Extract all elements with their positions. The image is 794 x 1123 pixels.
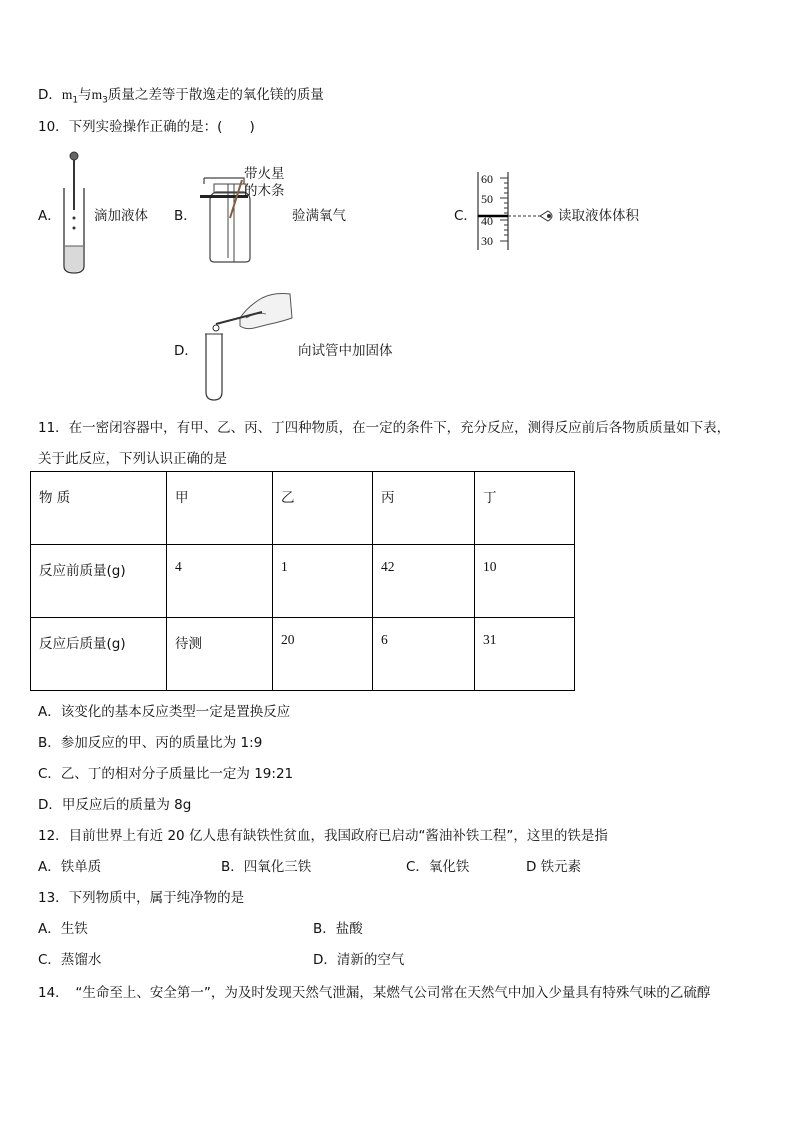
table-cell: 待测 [167,618,273,691]
q12-stem: 12．目前世界上有近 20 亿人患有缺铁性贫血，我国政府已启动“酱油补铁工程”，这里的铁是指 [38,828,608,844]
mass-m3: m [91,87,103,102]
hand-tweezers-test-tube-figure [200,288,296,402]
dropper-and-test-tube-figure [58,148,88,274]
table-header-cell: 乙 [273,472,373,545]
test-tube [206,334,222,400]
option-letter: D． [38,87,62,103]
q14-stem: 14． “生命至上、安全第一”，为及时发现天然气泄漏，某燃气公司常在天然气中加入少量具有特殊气味的乙硫醇 [38,985,711,1001]
q10-stem: 10．下列实验操作正确的是：( ) [38,119,255,135]
option-text: 质量之差等于散逸走的氧化镁的质量 [107,87,324,103]
table-header-cell: 物 质 [31,472,167,545]
q13-stem: 13．下列物质中，属于纯净物的是 [38,890,245,906]
q10-option-b-caption-1: 带火星 [244,166,285,182]
q10-option-d-label: 向试管中加固体 [298,343,393,359]
table-cell: 10 [475,545,575,618]
q13-option-d: D．清新的空气 [313,952,405,968]
dropper-bulb [70,152,78,160]
table-cell: 42 [373,545,475,618]
table-cell: 31 [475,618,575,691]
q9-option-d [38,83,324,106]
connector-text: 与 [78,87,92,103]
cylinder-tick-30: 30 [481,234,493,248]
table-cell: 1 [273,545,373,618]
hand-shape [240,294,292,329]
table-cell: 6 [373,618,475,691]
q10-option-d-letter: D． [174,343,198,359]
subscript-3: 3 [102,95,108,106]
q11-option-c: C．乙、丁的相对分子质量比一定为 19:21 [38,766,294,782]
q10-option-c-label: 读取液体体积 [558,208,639,224]
q13-option-a: A．生铁 [38,921,88,937]
q10-option-c-letter: C． [454,208,477,224]
mass-m1: m [61,87,73,102]
stopper-bar [200,195,248,198]
mass-table [30,471,575,691]
q12-option-c: C．氧化铁 [406,859,470,875]
q10-option-a-label: 滴加液体 [94,208,148,224]
solid-particle [213,325,219,331]
wooden-splint [230,180,242,218]
cylinder-tick-50: 50 [481,192,493,206]
q10-option-b-label: 验满氧气 [292,208,346,224]
table-header-row [31,472,575,545]
q11-stem-line-2: 关于此反应，下列认识正确的是 [38,451,227,467]
q13-option-b: B．盐酸 [313,921,363,937]
cylinder-tick-60: 60 [481,172,493,186]
table-row [31,545,575,618]
cylinder-tick-40: 40 [481,214,493,228]
table-header-cell: 甲 [167,472,273,545]
table-cell: 4 [167,545,273,618]
q11-option-d: D．甲反应后的质量为 8g [38,797,192,813]
q10-option-b-letter: B． [174,208,197,224]
q12-option-d: D 铁元素 [526,859,582,875]
q11-option-a: A．该变化的基本反应类型一定是置换反应 [38,704,291,720]
subscript-1: 1 [72,95,79,106]
q11-stem-line-1: 11．在一密闭容器中，有甲、乙、丙、丁四种物质，在一定的条件下，充分反应，测得反应前后各物质质量如下表， [38,420,731,436]
q10-option-a-letter: A． [38,208,61,224]
table-row [31,618,575,691]
table-cell: 反应后质量(g) [31,618,167,691]
table-header-cell: 丙 [373,472,475,545]
q12-option-a: A．铁单质 [38,859,102,875]
q13-option-c: C．蒸馏水 [38,952,102,968]
q12-option-b: B．四氧化三铁 [221,859,312,875]
table-cell: 反应前质量(g) [31,545,167,618]
table-header-cell: 丁 [475,472,575,545]
q10-option-b-caption-2: 的木条 [244,183,285,199]
q11-option-b: B．参加反应的甲、丙的质量比为 1:9 [38,735,263,751]
table-cell: 20 [273,618,373,691]
